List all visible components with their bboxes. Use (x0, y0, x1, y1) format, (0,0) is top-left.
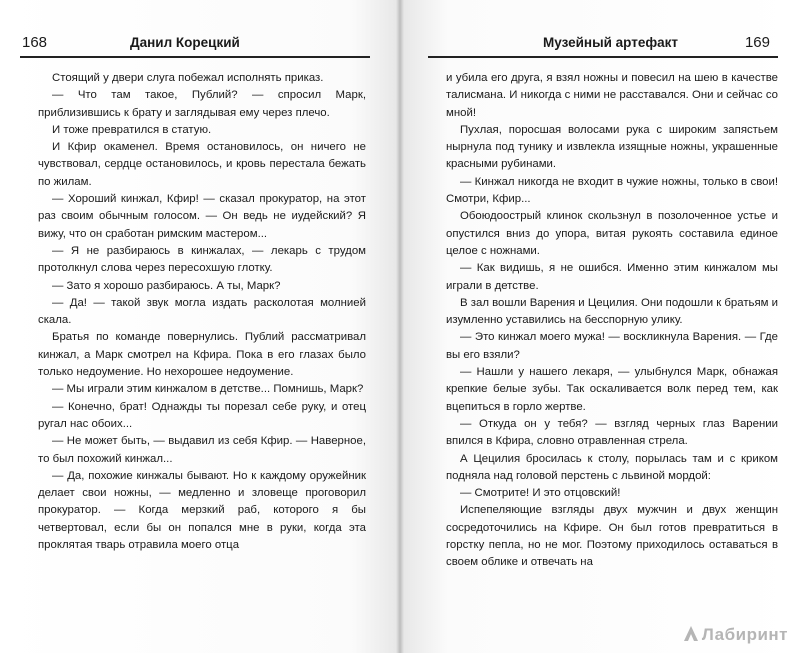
book-gutter (396, 0, 404, 653)
paragraph: Испепеляющие взгляды двух мужчин и двух женщин сосредоточились на Кфире. Он был готов превратиться в горстку пепла, но не мог. Поэтому приходилось оставаться в своем облике и отвечать на (446, 504, 778, 569)
right-header-rule (428, 56, 778, 58)
paragraph: Братья по команде повернулись. Публий рассматривал кинжал, а Марк смотрел на Кфира. Пока в его глазах было только недоумение. Но нехорошее недоумение. (38, 331, 366, 379)
paragraph: И Кфир окаменел. Время остановилось, он ничего не чувствовал, сердце остановилось, и кровь перестала бежать по жилам. (38, 141, 366, 188)
paragraph: — Я не разбираюсь в кинжалах, — лекарь с трудом протолкнул слова через пересохшую глотку. (38, 244, 366, 275)
paragraph: Пухлая, поросшая волосами рука с широким запястьем нырнула под тунику и извлекла изящные ножны, украшенные красными рубинами. (446, 123, 778, 171)
right-page-body (446, 70, 778, 572)
paragraph: — Нашли у нашего лекаря, — улыбнулся Марк, обнажая крепкие белые зубы. Так оскаливается волк перед тем, как вцепиться в горло жертве. (446, 366, 778, 413)
paragraph: — Конечно, брат! Однажды ты порезал себе руку, и отец ругал нас обоих... (38, 400, 366, 430)
paragraph: — Откуда он у тебя? — взгляд черных глаз Варении впился в Кфира, словно отравленная стрела. (446, 417, 778, 448)
paragraph: — Что там такое, Публий? — спросил Марк, приблизившись к брату и заглядывая ему через плечо. (38, 89, 366, 119)
paragraph: А Цецилия бросилась к столу, порылась там и с криком подняла над головой перстень с львиной мордой: (446, 452, 778, 482)
paragraph: В зал вошли Варения и Цецилия. Они подошли к братьям и изумленно уставились на бесспорную улику. (446, 296, 778, 327)
labyrinth-logo-icon (682, 625, 700, 643)
right-page (400, 0, 800, 653)
store-watermark (682, 625, 788, 645)
paragraph: — Мы играли этим кинжалом в детстве... Помнишь, Марк? (52, 383, 364, 396)
left-header-rule (20, 56, 370, 58)
right-running-header: Музейный артефакт (543, 35, 679, 50)
paragraph: — Да, похожие кинжалы бывают. Но к каждому оружейник делает свои ножны, — медленно и зловеще проговорил прокуратор. — Когда мерзкий раб, которого я бы четвертовал, если бы он попался мне в руки, когда эта проклятая тварь отравила моего отца (38, 469, 366, 552)
paragraph: — Да! — такой звук могла издать расколотая молнией скала. (38, 296, 366, 327)
paragraph: — Смотрите! И это отцовский! (460, 487, 621, 500)
paragraph: Обоюдоострый клинок скользнул в позолоченное устье и опустился вниз до упора, витая рукоять составила единое целое с ножнами. (446, 210, 778, 257)
paragraph: Стоящий у двери слуга побежал исполнять приказ. (52, 72, 324, 84)
paragraph: и убила его друга, я взял ножны и повесил на шею в качестве талисмана. И никогда с ними не расставался. Они и сейчас со мной! (446, 72, 778, 119)
watermark-text: Лабиринт (701, 625, 788, 644)
paragraph: — Как видишь, я не ошибся. Именно этим кинжалом мы играли в детстве. (446, 262, 778, 292)
paragraph: — Зато я хорошо разбираюсь. А ты, Марк? (52, 279, 281, 292)
paragraph: — Это кинжал моего мужа! — воскликнула Варения. — Где вы его взяли? (446, 331, 778, 361)
paragraph: И тоже превратился в статую. (52, 123, 212, 136)
left-running-header: Данил Корецкий (130, 35, 240, 50)
paragraph: — Кинжал никогда не входит в чужие ножны, только в свои! Смотри, Кфир... (446, 175, 778, 206)
left-page-number: 168 (22, 34, 48, 51)
left-page-body (38, 70, 366, 554)
paragraph: — Хороший кинжал, Кфир! — сказал прокуратор, на этот раз своим обычным голосом. — Он ведь не иудейский? Я вижу, что он сработан римским мастером... (38, 193, 366, 240)
right-page-number: 169 (744, 34, 770, 51)
paragraph: — Не может быть, — выдавил из себя Кфир. — Наверное, то был похожий кинжал... (38, 435, 366, 465)
